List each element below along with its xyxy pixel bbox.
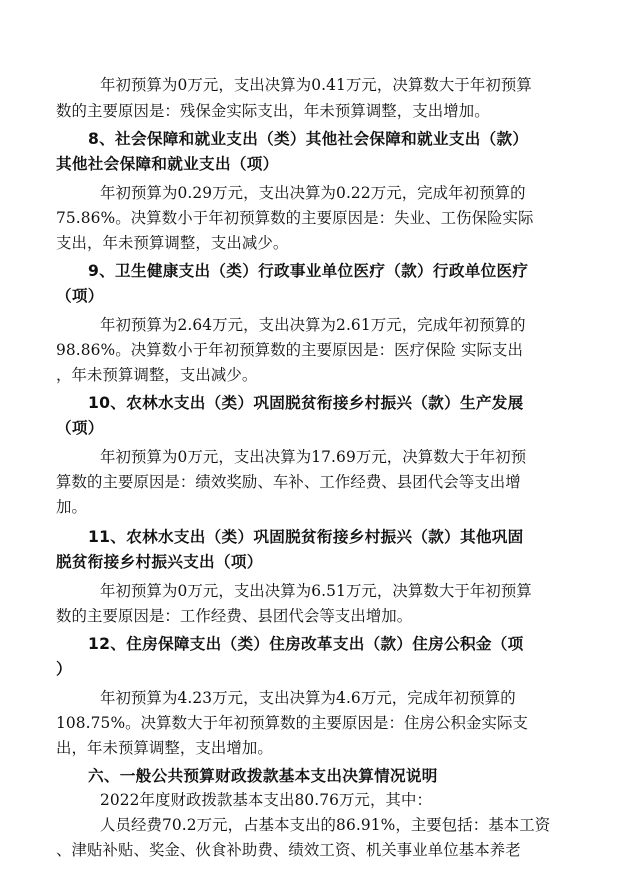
paragraph-line: 2022年度财政拨款基本支出80.76万元，其中： (100, 791, 432, 809)
section-heading: 其他社会保障和就业支出（项） (56, 155, 279, 173)
paragraph-line: 年初预算为0万元，支出决算为6.51万元，决算数大于年初预算 (100, 582, 532, 600)
chapter-heading: 六、一般公共预算财政拨款基本支出决算情况说明 (88, 767, 438, 785)
paragraph-line: 年初预算为0万元，支出决算为17.69万元，决算数大于年初预 (100, 448, 527, 466)
paragraph-line: 年初预算为0万元，支出决算为0.41万元，决算数大于年初预算 (100, 76, 532, 94)
section-heading: 11、农林水支出（类）巩固脱贫衔接乡村振兴（款）其他巩固 (88, 528, 524, 546)
section-heading: 9、卫生健康支出（类）行政事业单位医疗（款）行政单位医疗 (88, 262, 529, 280)
paragraph-line: 数的主要原因是：工作经费、县团代会等支出增加。 (56, 607, 413, 625)
section-heading: 脱贫衔接乡村振兴支出（项） (56, 553, 263, 571)
paragraph-line: 出，年未预算调整，支出增加。 (56, 739, 273, 757)
section-heading: 10、农林水支出（类）巩固脱贫衔接乡村振兴（款）生产发展 (88, 394, 524, 412)
paragraph-line: 75.86%。决算数小于年初预算数的主要原因是：失业、工伤保险实际 (56, 209, 534, 227)
paragraph-line: ，年未预算调整，支出减少。 (56, 366, 258, 384)
section-heading: （项） (56, 419, 104, 437)
paragraph-line: 数的主要原因是：残保金实际支出，年未预算调整，支出增加。 (56, 102, 490, 120)
paragraph-line: 98.86%。决算数小于年初预算数的主要原因是：医疗保险 实际支出 (56, 341, 524, 359)
paragraph-line: 年初预算为4.23万元，支出决算为4.6万元，完成年初预算的 (100, 689, 516, 707)
paragraph-line: 支出，年未预算调整，支出减少。 (56, 234, 289, 252)
paragraph-line: 算数的主要原因是：绩效奖励、车补、工作经费、县团代会等支出增 (56, 473, 521, 491)
section-heading: ） (56, 660, 72, 678)
section-heading: 8、社会保障和就业支出（类）其他社会保障和就业支出（款） (88, 130, 529, 148)
paragraph-line: 年初预算为0.29万元，支出决算为0.22万元，完成年初预算的 (100, 184, 526, 202)
paragraph-line: 年初预算为2.64万元，支出决算为2.61万元，完成年初预算的 (100, 316, 526, 334)
paragraph-line: 加。 (56, 498, 87, 516)
paragraph-line: 、津贴补贴、奖金、伙食补助费、绩效工资、机关事业单位基本养老 (56, 841, 521, 859)
section-heading: （项） (56, 287, 104, 305)
section-heading: 12、住房保障支出（类）住房改革支出（款）住房公积金（项 (88, 635, 524, 653)
paragraph-line: 人员经费70.2万元，占基本支出的86.91%，主要包括：基本工资 (100, 816, 551, 834)
paragraph-line: 108.75%。决算数大于年初预算数的主要原因是：住房公积金实际支 (56, 714, 528, 732)
